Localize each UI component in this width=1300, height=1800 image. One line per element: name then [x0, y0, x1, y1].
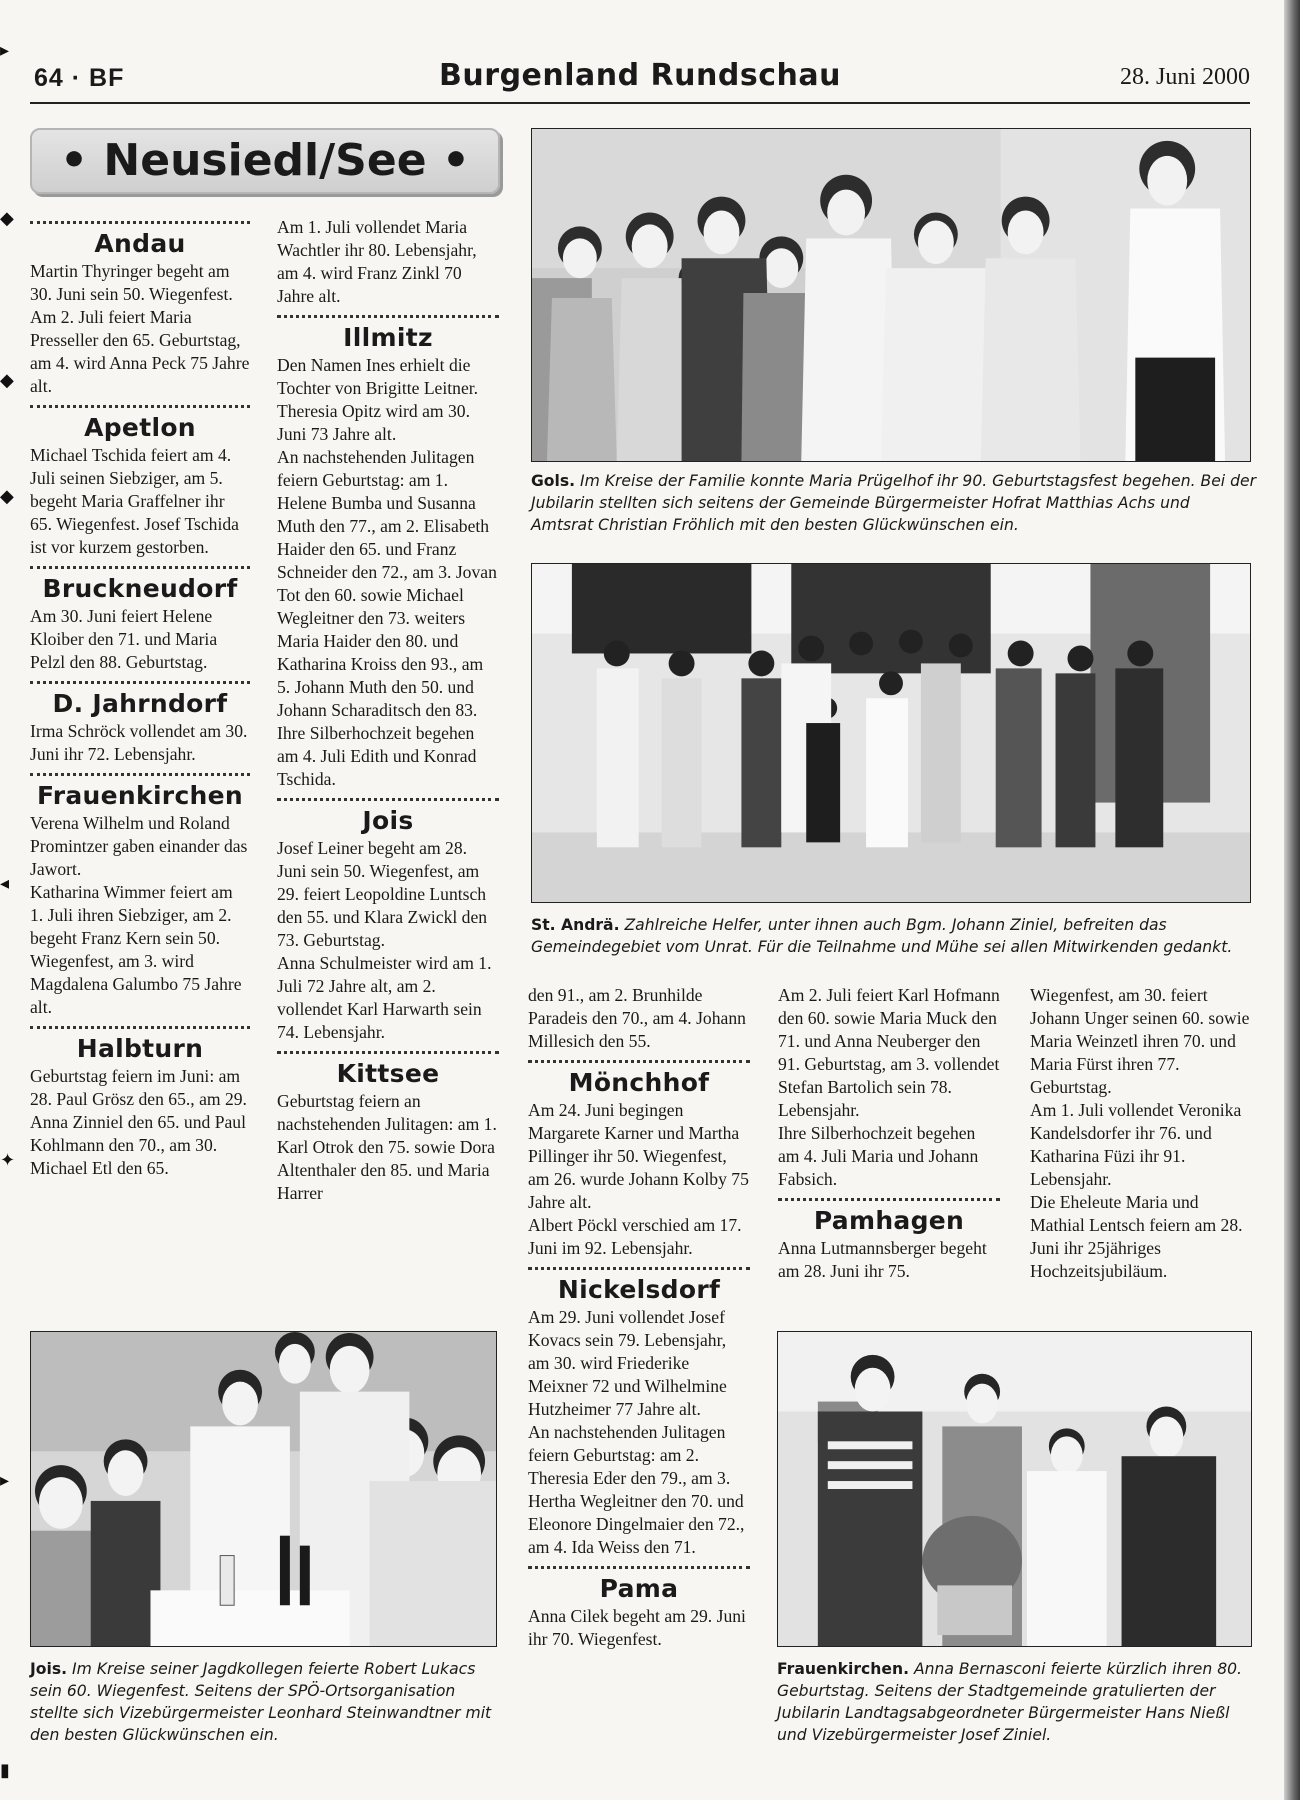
article-text: Katharina Wimmer feiert am 1. Juli ihren Siebziger, am 2. begeht Franz Kern sein 50. Wiegenfest, am 3. wird Magdalena Galumbo 75 Jahre alt. [30, 882, 242, 1017]
scan-mark-icon: ◆ [0, 486, 14, 506]
caption-text: Anna Bernasconi feierte kürzlich ihren 80. Geburtstag. Seitens der Stadtgemeinde gratulierten der Jubilarin Landtagsabgeordneter Bürgermeister Hans Nießl und Vizebürgermeister Josef Ziniel. [777, 1660, 1243, 1744]
article-text: Josef Leiner begeht am 28. Juni sein 50. Wiegenfest, am 29. feiert Leopoldine Luntsch den 55. und Klara Zwickl den 73. Geburtstag. [277, 838, 488, 950]
article-text: Wiegenfest, am 30. feiert Johann Unger seinen 60. sowie Maria Weinzetl ihren 70. und Maria Fürst ihren 77. Geburtstag. [1030, 985, 1250, 1097]
caption-place: Gols. [531, 472, 576, 490]
issue-date: 28. Juni 2000 [1119, 64, 1250, 90]
article-text: Am 1. Juli vollendet Maria Wachtler ihr 80. Lebensjahr, am 4. wird Franz Zinkl 70 Jahre alt. [277, 217, 477, 306]
region-title: • Neusiedl/See • [30, 128, 500, 194]
caption-text: Im Kreise der Familie konnte Maria Prügelhof ihr 90. Geburtstagsfest begehen. Bei der Jubilarin stellten sich seitens der Gemeinde Bürgermeister Hofrat Matthias Achs und Amtsrat Christian Fröhlich mit den besten Glückwünschen ein. [531, 472, 1256, 534]
divider [30, 405, 250, 408]
article-text: An nachstehenden Julitagen feiern Geburtstag: am 2. Theresia Eder den 79., am 3. Hertha Wegleitner den 70. und Eleonore Dingelmaier den 72., am 4. Ida Weiss den 71. [528, 1422, 745, 1557]
caption-text: Zahlreiche Helfer, unter ihnen auch Bgm. Johann Ziniel, befreiten das Gemeindegebiet vom Unrat. Für die Teilnahme und Mühe sei allen Mitwirkenden gedankt. [531, 916, 1233, 956]
publication-title: Burgenland Rundschau [439, 58, 841, 93]
scan-mark-icon: ◆ [0, 370, 14, 390]
article-text: Michael Tschida feiert am 4. Juli seinen Siebziger, am 5. begeht Maria Graffelner ihr 65. Wiegenfest. Josef Tschida ist vor kurzem gestorben. [30, 445, 239, 557]
scan-mark-icon: ▮ [0, 1760, 10, 1780]
scan-mark-icon: ▸ [0, 40, 10, 60]
divider [30, 221, 250, 224]
section-heading: D. Jahrndorf [52, 689, 228, 718]
divider [30, 681, 250, 684]
article-text: Geburtstag feiern an nachstehenden Julitagen: am 1. Karl Otrok den 75. sowie Dora Altenthaler den 85. und Maria Harrer [277, 1091, 497, 1203]
article-text: Den Namen Ines erhielt die Tochter von Brigitte Leitner. [277, 355, 479, 398]
column-2 [277, 216, 499, 1205]
article-text: Am 29. Juni vollendet Josef Kovacs sein 79. Lebensjahr, am 30. wird Friederike Meixner 72 und Wilhelmine Hutzheimer 77 Jahre alt. [528, 1307, 727, 1419]
article-text: Am 24. Juni begingen Margarete Karner und Martha Pillinger ihr 50. Wiegenfest, am 26. wurde Johann Kolby 75 Jahre alt. [528, 1100, 749, 1212]
section-heading: Jois [362, 806, 414, 835]
section-heading: Pamhagen [813, 1206, 965, 1235]
caption-jois [30, 1658, 505, 1746]
caption-place: Frauenkirchen. [777, 1660, 909, 1678]
section-heading: Nickelsdorf [557, 1275, 721, 1304]
column-1 [30, 214, 250, 1180]
article-text: Anna Schulmeister wird am 1. Juli 72 Jahre alt, am 2. vollendet Karl Harwarth sein 74. Lebensjahr. [277, 953, 492, 1042]
section-heading: Kittsee [336, 1059, 440, 1088]
caption-place: Jois. [30, 1660, 68, 1678]
caption-st-andrae [531, 914, 1256, 958]
article-text: Geburtstag feiern im Juni: am 28. Paul Grösz den 65., am 29. Anna Zinniel den 65. und Paul Kohlmann den 70., am 30. Michael Etl den 65. [30, 1066, 247, 1178]
scan-mark-icon: ◂ [0, 873, 10, 893]
article-text: Martin Thyringer begeht am 30. Juni sein 50. Wiegenfest. Am 2. Juli feiert Maria Presseller den 65. Geburtstag, am 4. wird Anna Peck 75 Jahre alt. [30, 261, 250, 396]
divider [778, 1198, 1000, 1201]
article-text: Die Eheleute Maria und Mathial Lentsch feiern am 28. Juni ihr 25jähriges Hochzeitsjubiläum. [1030, 1192, 1243, 1281]
column-3 [528, 984, 750, 1651]
article-text: Irma Schröck vollendet am 30. Juni ihr 72. Lebensjahr. [30, 721, 248, 764]
page-header [30, 58, 1250, 104]
scan-mark-icon: ◆ [0, 208, 14, 228]
divider [30, 773, 250, 776]
photo-jois-hunters [30, 1331, 497, 1647]
section-heading: Illmitz [343, 323, 433, 352]
column-5 [1030, 984, 1252, 1283]
section-heading: Mönchhof [568, 1068, 710, 1097]
divider [277, 798, 499, 801]
divider [277, 1051, 499, 1054]
photo-st-andrae-helpers [531, 563, 1251, 903]
article-text: Am 2. Juli feiert Karl Hofmann den 60. sowie Maria Muck den 71. und Anna Neuberger den 91. Geburtstag, am 3. vollendet Stefan Bartolich sein 78. Lebensjahr. [778, 985, 1000, 1120]
photo-frauenkirchen-birthday [777, 1331, 1252, 1647]
caption-frauenkirchen [777, 1658, 1257, 1746]
article-text: Albert Pöckl verschied am 17. Juni im 92. Lebensjahr. [528, 1215, 742, 1258]
divider [528, 1267, 750, 1270]
article-text: den 91., am 2. Brunhilde Paradeis den 70., am 4. Johann Millesich den 55. [528, 985, 746, 1051]
article-text: Am 1. Juli vollendet Veronika Kandelsdorfer ihr 76. und Katharina Füzi ihr 91. Lebensjahr. [1030, 1100, 1242, 1189]
article-text: An nachstehenden Julitagen feiern Geburtstag: am 1. Helene Bumba und Susanna Muth den 77., am 2. Elisabeth Haider den 65. und Franz Schneider den 72., am 3. Jovan Tot den 60. sowie Michael Wegleitner den 73. weiters Maria Haider den 80. und Katharina Kroiss den 93., am 5. Johann Muth den 50. und Johann Scharaditsch den 83. [277, 447, 497, 720]
article-text: Verena Wilhelm und Roland Promintzer gaben einander das Jawort. [30, 813, 248, 879]
section-heading: Pama [599, 1574, 679, 1603]
section-heading: Frauenkirchen [36, 781, 244, 810]
divider [30, 566, 250, 569]
article-text: Anna Cilek begeht am 29. Juni ihr 70. Wiegenfest. [528, 1606, 746, 1649]
article-text: Ihre Silberhochzeit begehen am 4. Juli Edith und Konrad Tschida. [277, 723, 477, 789]
article-text: Theresia Opitz wird am 30. Juni 73 Jahre alt. [277, 401, 470, 444]
caption-gols [531, 470, 1256, 536]
section-heading: Bruckneudorf [42, 574, 238, 603]
section-heading: Apetlon [84, 413, 196, 442]
page-label: 64 · BF [34, 64, 125, 92]
divider [30, 1026, 250, 1029]
article-text: Anna Lutmannsberger begeht am 28. Juni ihr 75. [778, 1238, 987, 1281]
caption-place: St. Andrä. [531, 916, 620, 934]
scan-mark-icon: ✦ [0, 1150, 16, 1170]
article-text: Ihre Silberhochzeit begehen am 4. Juli Maria und Johann Fabsich. [778, 1123, 979, 1189]
caption-text: Im Kreise seiner Jagdkollegen feierte Robert Lukacs sein 60. Wiegenfest. Seitens der SPÖ-Ortsorganisation stellte sich Vizebürgermeister Leonhard Steinwandtner mit den besten Glückwünschen ein. [30, 1660, 492, 1744]
scan-mark-icon: ▸ [0, 1470, 10, 1490]
photo-gols-family [531, 128, 1251, 462]
article-text: Am 30. Juni feiert Helene Kloiber den 71. und Maria Pelzl den 88. Geburtstag. [30, 606, 218, 672]
divider [277, 315, 499, 318]
divider [528, 1566, 750, 1569]
page-edge-shadow [1284, 0, 1300, 1800]
column-4 [778, 984, 1000, 1283]
divider [528, 1060, 750, 1063]
section-heading: Halbturn [76, 1034, 204, 1063]
section-heading: Andau [94, 229, 186, 258]
